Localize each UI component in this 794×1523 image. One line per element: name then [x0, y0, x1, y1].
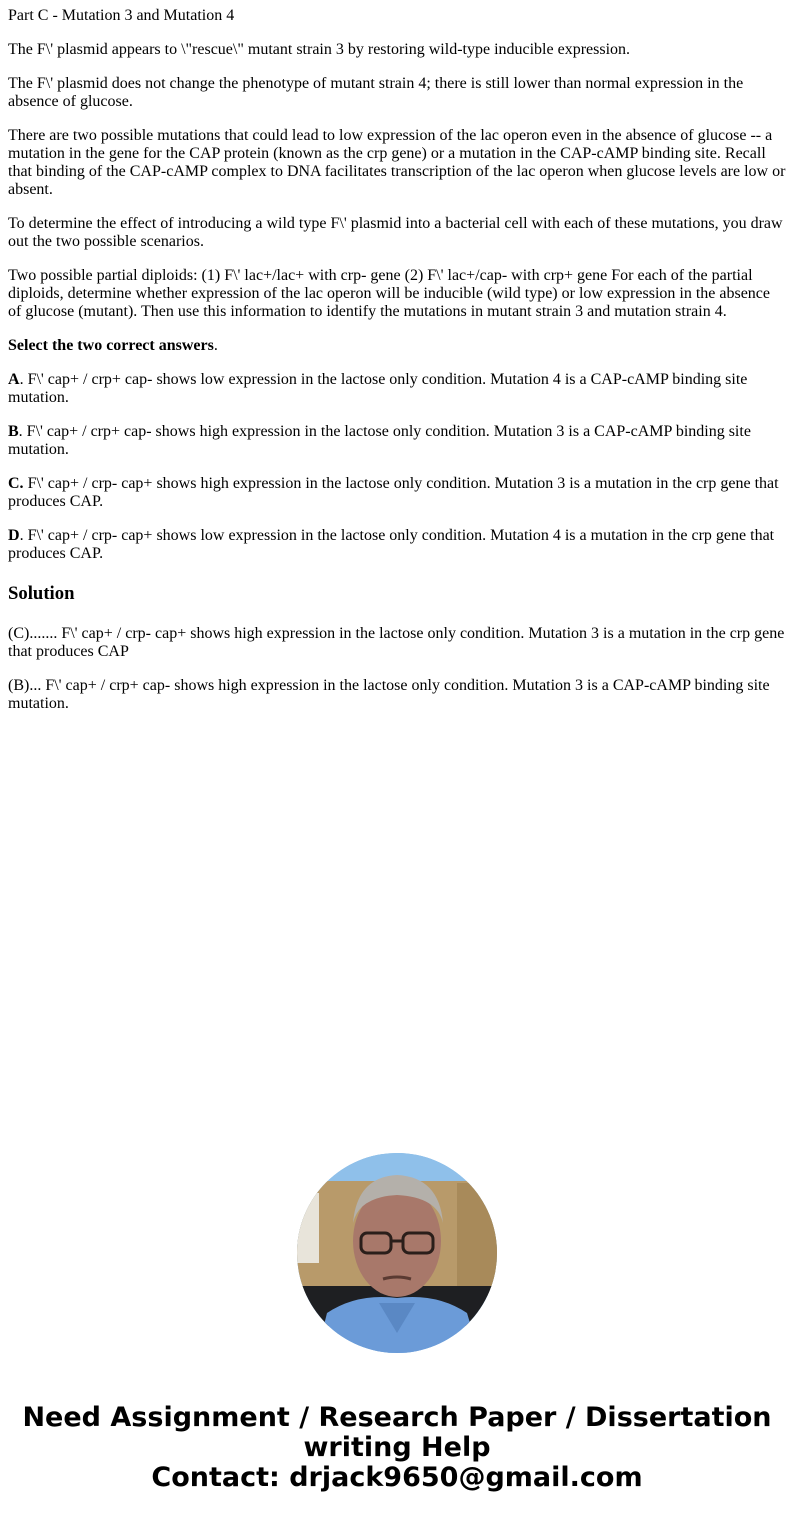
- option-separator: .: [19, 527, 24, 544]
- solution-answer-c: (C)....... F\' cap+ / crp- cap+ shows high expression in the lactose only condition. Mutation 3 is a mutation in the crp gene that produces CAP: [8, 625, 785, 660]
- option-b: [8, 423, 786, 459]
- author-avatar: [297, 1153, 497, 1353]
- paragraph-determine-effect: To determine the effect of introducing a wild type F\' plasmid into a bacterial cell with each of these mutations, you draw out the two possible scenarios.: [8, 215, 783, 250]
- option-letter: C.: [8, 475, 24, 492]
- document-body: [8, 7, 786, 729]
- solution-heading: Solution: [8, 583, 75, 604]
- author-portrait-icon: [297, 1153, 497, 1353]
- promo-banner: [0, 1403, 794, 1493]
- option-separator: .: [18, 423, 23, 440]
- paragraph-rescue: The F\' plasmid appears to \"rescue\" mutant strain 3 by restoring wild-type inducible expression.: [8, 41, 631, 58]
- promo-line-2: writing Help: [303, 1432, 491, 1463]
- solution-answer-b: (B)... F\' cap+ / crp+ cap- shows high expression in the lactose only condition. Mutation 3 is a CAP-cAMP binding site mutation.: [8, 677, 770, 712]
- option-a: [8, 371, 786, 407]
- option-text: F\' cap+ / crp+ cap- shows high expression in the lactose only condition. Mutation 3 is a CAP-cAMP binding site mutation.: [8, 423, 751, 458]
- promo-contact: Contact: drjack9650@gmail.com: [151, 1462, 643, 1493]
- question-title: Part C - Mutation 3 and Mutation 4: [8, 7, 235, 24]
- option-letter: A: [8, 371, 20, 388]
- paragraph-possible-mutations: There are two possible mutations that could lead to low expression of the lac operon even in the absence of glucose -- a mutation in the gene for the CAP protein (known as the crp gene) or a mutation in the CAP-cAMP binding site. Recall that binding of the CAP-cAMP complex to DNA facilitates transcription of the lac operon when glucose levels are low or absent.: [8, 127, 786, 198]
- paragraph-no-change: The F\' plasmid does not change the phenotype of mutant strain 4; there is still lower than normal expression in the absence of glucose.: [8, 75, 744, 110]
- option-d: [8, 527, 786, 563]
- option-letter: D: [8, 527, 20, 544]
- option-letter: B: [8, 423, 19, 440]
- instruction-tail: .: [213, 337, 218, 354]
- instruction: [8, 337, 786, 355]
- option-text: F\' cap+ / crp- cap+ shows high expression in the lactose only condition. Mutation 3 is a mutation in the crp gene that produces CAP.: [8, 475, 779, 510]
- instruction-bold: Select the two correct answers: [8, 337, 214, 354]
- option-c: [8, 475, 786, 511]
- option-separator: .: [19, 371, 24, 388]
- promo-line-1: Need Assignment / Research Paper / Dissertation: [22, 1402, 772, 1433]
- option-text: F\' cap+ / crp- cap+ shows low expression in the lactose only condition. Mutation 4 is a mutation in the crp gene that produces CAP.: [8, 527, 775, 562]
- option-text: F\' cap+ / crp+ cap- shows low expression in the lactose only condition. Mutation 4 is a CAP-cAMP binding site mutation.: [8, 371, 748, 406]
- paragraph-partial-diploids: Two possible partial diploids: (1) F\' lac+/lac+ with crp- gene (2) F\' lac+/cap- with crp+ gene For each of the partial diploids, determine whether expression of the lac operon will be inducible (wild type) or low expression in the absence of glucose (mutant). Then use this information to identify the mutations in mutant strain 3 and mutation strain 4.: [8, 267, 771, 320]
